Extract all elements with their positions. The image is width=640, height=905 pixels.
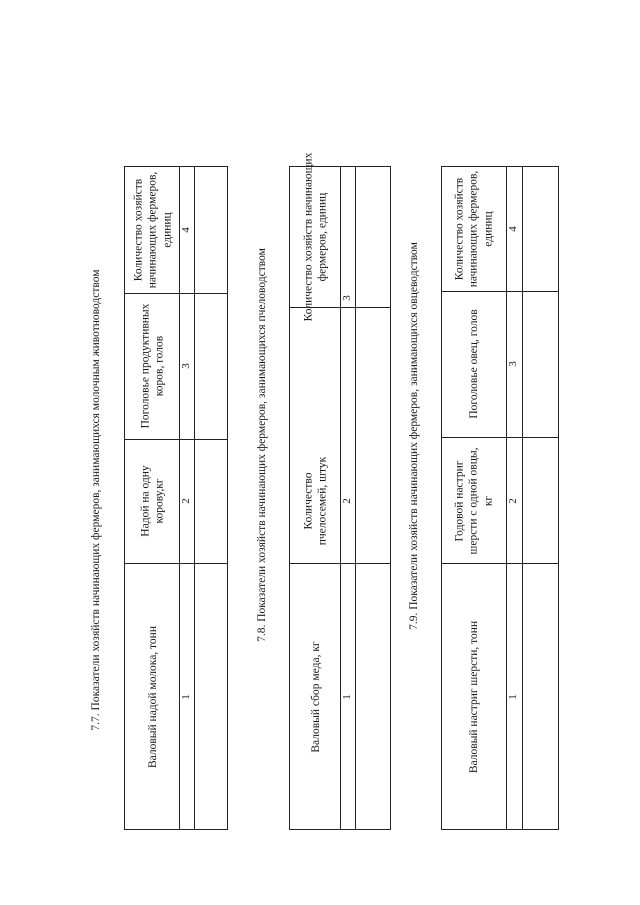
table-7-8 — [289, 152, 391, 830]
col-number: 3 — [341, 295, 354, 301]
col-header-honey-total: Валовый сбор меда, кг — [309, 641, 322, 753]
col-number: 2 — [341, 498, 354, 504]
col-number: 2 — [180, 498, 193, 504]
col-header-farms: Количество хозяйств начинающих фермеров, единиц — [302, 152, 329, 322]
col-header-wool-per-sheep: Годовой настриг шерсти с одной овцы, кг — [453, 447, 495, 555]
col-header-milk-total: Валовый надой молока, тонн — [146, 626, 159, 769]
table-7-9 — [441, 166, 559, 830]
col-number: 3 — [507, 361, 520, 367]
table-7-7 — [124, 166, 228, 830]
col-number: 3 — [180, 363, 193, 369]
col-number: 1 — [180, 694, 193, 700]
col-number: 1 — [341, 694, 354, 700]
col-header-wool-total: Валовый настриг шерсти, тонн — [467, 620, 480, 774]
col-number: 4 — [507, 226, 520, 232]
col-header-farms: Количество хозяйств начинающих фермеров, единиц — [453, 170, 495, 288]
table-7-8-caption: 7.8. Показатели хозяйств начинающих фермеров, занимающихся пчеловодством — [255, 248, 268, 642]
table-7-7-caption: 7.7. Показатели хозяйств начинающих фермеров, занимающихся молочным животноводством — [89, 269, 102, 731]
col-number: 1 — [507, 694, 520, 700]
col-header-sheep: Поголовье овец, голов — [467, 309, 480, 419]
col-header-milk-per-cow: Надой на одну корову,кг — [139, 465, 166, 537]
col-header-bee-colonies: Количество пчелосемей, штук — [302, 456, 329, 546]
col-header-farms: Количество хозяйств начинающих фермеров, единиц — [132, 171, 174, 289]
col-header-cows: Поголовье продуктивных коров, голов — [139, 303, 166, 429]
col-number: 4 — [180, 227, 193, 233]
table-7-9-caption: 7.9. Показатели хозяйств начинающих фермеров, занимающихся овцеводством — [407, 242, 420, 630]
col-number: 2 — [507, 498, 520, 504]
